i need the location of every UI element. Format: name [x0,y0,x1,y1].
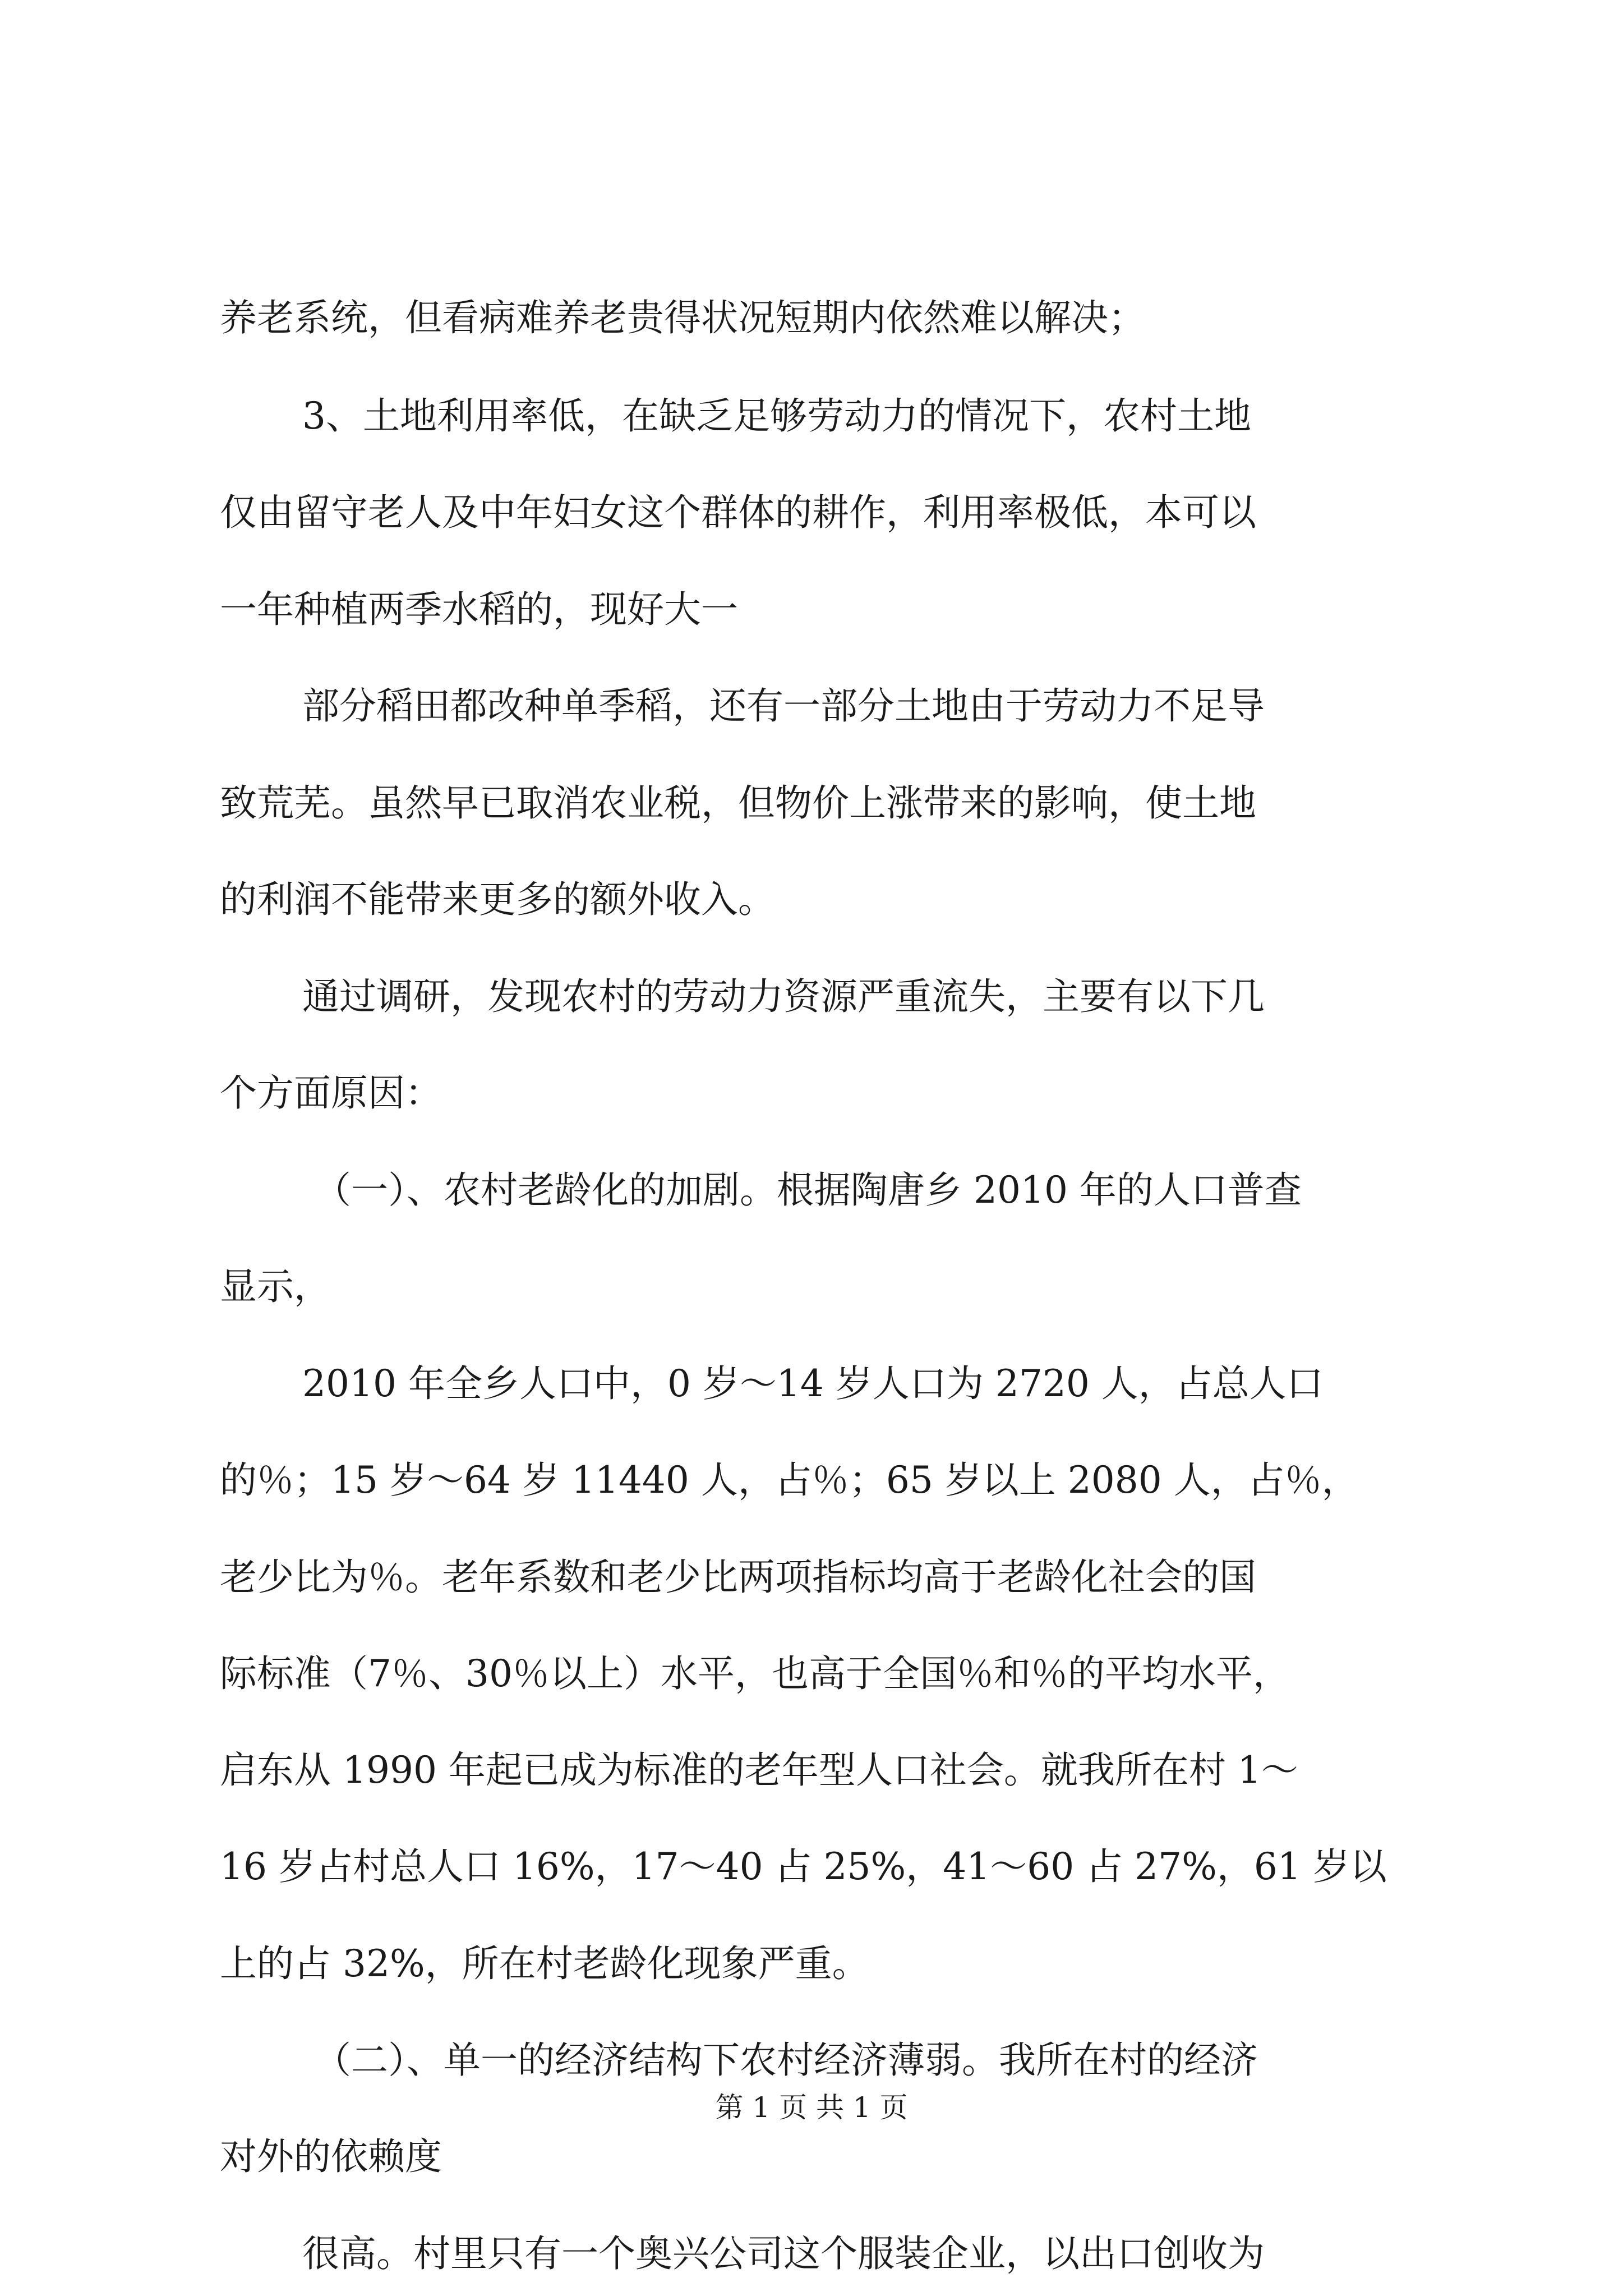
text-line: 2010 年全乡人口中，0 岁～14 岁人口为 2720 人，占总人口 [302,1362,1324,1405]
text-line: 3、土地利用率低，在缺乏足够劳动力的情况下，农村土地 [302,394,1251,438]
text-line: 个方面原因： [220,1071,442,1115]
text-line: 很高。村里只有一个奥兴公司这个服装企业，以出口创收为 [302,2232,1265,2275]
text-line: 启东从 1990 年起已成为标准的老年型人口社会。就我所在村 1～ [220,1749,1298,1792]
text-line: （二）、单一的经济结构下农村经济薄弱。我所在村的经济 [314,2039,1258,2082]
text-line: 的利润不能带来更多的额外收入。 [220,878,775,921]
text-line: 致荒芜。虽然早已取消农业税，但物价上涨带来的影响，使土地 [220,781,1256,825]
text-line: 通过调研，发现农村的劳动力资源严重流失，主要有以下几 [302,975,1265,1018]
text-line: 16 岁占村总人口 16%，17～40 占 25%，41～60 占 27%，61 岁以 [220,1845,1387,1888]
text-line: 对外的依赖度 [220,2135,442,2178]
text-line: 部分稻田都改种单季稻，还有一部分土地由于劳动力不足导 [302,684,1265,728]
text-line: 养老系统，但看病难养老贵得状况短期内依然难以解决； [220,296,1145,339]
text-line: 一年种植两季水稻的，现好大一 [220,588,738,631]
text-line: （一）、农村老龄化的加剧。根据陶唐乡 2010 年的人口普查 [314,1168,1302,1212]
page-footer: 第 1 页 共 1 页 [715,2091,908,2124]
text-line: 上的占 32%，所在村老龄化现象严重。 [220,1942,869,1985]
text-line: 际标准（7％、30％以上）水平，也高于全国％和％的平均水平， [220,1652,1290,1695]
text-line: 老少比为％。老年系数和老少比两项指标均高于老龄化社会的国 [220,1556,1256,1599]
text-line: 显示， [220,1265,331,1308]
text-line: 的％；15 岁～64 岁 11440 人，占％；65 岁以上 2080 人，占％， [220,1458,1359,1502]
text-line: 仅由留守老人及中年妇女这个群体的耕作，利用率极低，本可以 [220,491,1256,534]
